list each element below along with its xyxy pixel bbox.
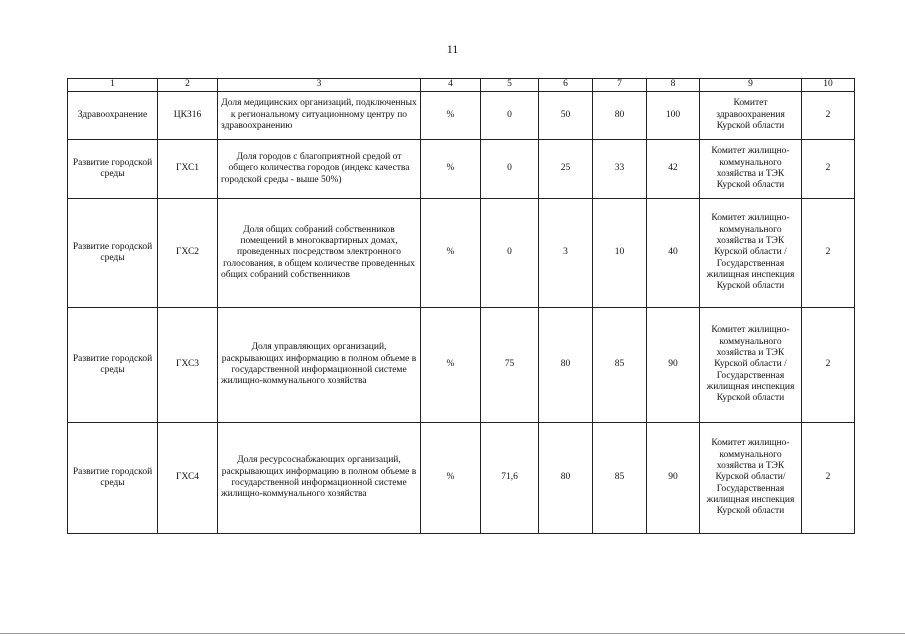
- cell-value: 25: [539, 140, 593, 199]
- cell-value: 85: [593, 308, 647, 423]
- cell-col10: 2: [802, 308, 855, 423]
- scan-edge-line: [0, 633, 905, 634]
- column-header: 4: [421, 79, 481, 92]
- cell-code: ГХС2: [158, 199, 218, 308]
- cell-area: Развитие городской среды: [68, 423, 158, 534]
- cell-value: 10: [593, 199, 647, 308]
- page-number: 11: [446, 42, 459, 56]
- cell-description: Доля ресурсоснабжающих организаций, раскрывающих информацию в полном объеме в государственной информационной системе жилищно-коммунального хозяйства: [218, 423, 421, 534]
- cell-area: Здравоохранение: [68, 92, 158, 140]
- column-header: 5: [481, 79, 539, 92]
- cell-description: Доля общих собраний собственников помещений в многоквартирных домах, проведенных посредством электронного голосования, в общем количестве проведенных общих собраний собственников: [218, 199, 421, 308]
- cell-area: Развитие городской среды: [68, 308, 158, 423]
- column-header: 1: [68, 79, 158, 92]
- cell-description: Доля управляющих организаций, раскрывающих информацию в полном объеме в государственной информационной системе жилищно-коммунального хозяйства: [218, 308, 421, 423]
- header-row: [68, 79, 855, 92]
- cell-value: 0: [481, 199, 539, 308]
- cell-code: ГХС4: [158, 423, 218, 534]
- table-row: [68, 140, 855, 199]
- cell-description: Доля городов с благоприятной средой от общего количества городов (индекс качества городской среды - выше 50%): [218, 140, 421, 199]
- cell-value: 80: [539, 308, 593, 423]
- cell-col10: 2: [802, 423, 855, 534]
- column-header: 2: [158, 79, 218, 92]
- column-header: 10: [802, 79, 855, 92]
- cell-value: 90: [647, 308, 700, 423]
- column-header: 8: [647, 79, 700, 92]
- cell-responsible: Комитет жилищно-коммунального хозяйства и ТЭК Курской области: [700, 140, 802, 199]
- cell-code: ГХС1: [158, 140, 218, 199]
- cell-value: 71,6: [481, 423, 539, 534]
- cell-value: 0: [481, 140, 539, 199]
- cell-unit: %: [421, 140, 481, 199]
- cell-value: 33: [593, 140, 647, 199]
- cell-unit: %: [421, 199, 481, 308]
- cell-responsible: Комитет жилищно-коммунального хозяйства и ТЭК Курской области / Государственная жилищная инспекция Курской области: [700, 199, 802, 308]
- cell-responsible: Комитет здравоохранения Курской области: [700, 92, 802, 140]
- cell-value: 50: [539, 92, 593, 140]
- column-header: 6: [539, 79, 593, 92]
- cell-value: 80: [593, 92, 647, 140]
- cell-value: 85: [593, 423, 647, 534]
- cell-col10: 2: [802, 92, 855, 140]
- indicators-table: [67, 78, 855, 534]
- table-row: [68, 423, 855, 534]
- cell-value: 80: [539, 423, 593, 534]
- table-row: [68, 199, 855, 308]
- cell-value: 3: [539, 199, 593, 308]
- cell-unit: %: [421, 423, 481, 534]
- cell-area: Развитие городской среды: [68, 199, 158, 308]
- cell-value: 100: [647, 92, 700, 140]
- cell-unit: %: [421, 92, 481, 140]
- table-row: [68, 92, 855, 140]
- cell-description: Доля медицинских организаций, подключенных к региональному ситуационному центру по здравоохранению: [218, 92, 421, 140]
- cell-unit: %: [421, 308, 481, 423]
- table-row: [68, 308, 855, 423]
- cell-responsible: Комитет жилищно-коммунального хозяйства и ТЭК Курской области / Государственная жилищная инспекция Курской области: [700, 308, 802, 423]
- cell-col10: 2: [802, 199, 855, 308]
- cell-value: 90: [647, 423, 700, 534]
- cell-value: 40: [647, 199, 700, 308]
- column-header: 3: [218, 79, 421, 92]
- cell-responsible: Комитет жилищно-коммунального хозяйства и ТЭК Курской области/ Государственная жилищная инспекция Курской области: [700, 423, 802, 534]
- cell-value: 42: [647, 140, 700, 199]
- cell-code: ГХС3: [158, 308, 218, 423]
- cell-code: ЦКЗ16: [158, 92, 218, 140]
- cell-area: Развитие городской среды: [68, 140, 158, 199]
- cell-col10: 2: [802, 140, 855, 199]
- column-header: 9: [700, 79, 802, 92]
- cell-value: 0: [481, 92, 539, 140]
- cell-value: 75: [481, 308, 539, 423]
- column-header: 7: [593, 79, 647, 92]
